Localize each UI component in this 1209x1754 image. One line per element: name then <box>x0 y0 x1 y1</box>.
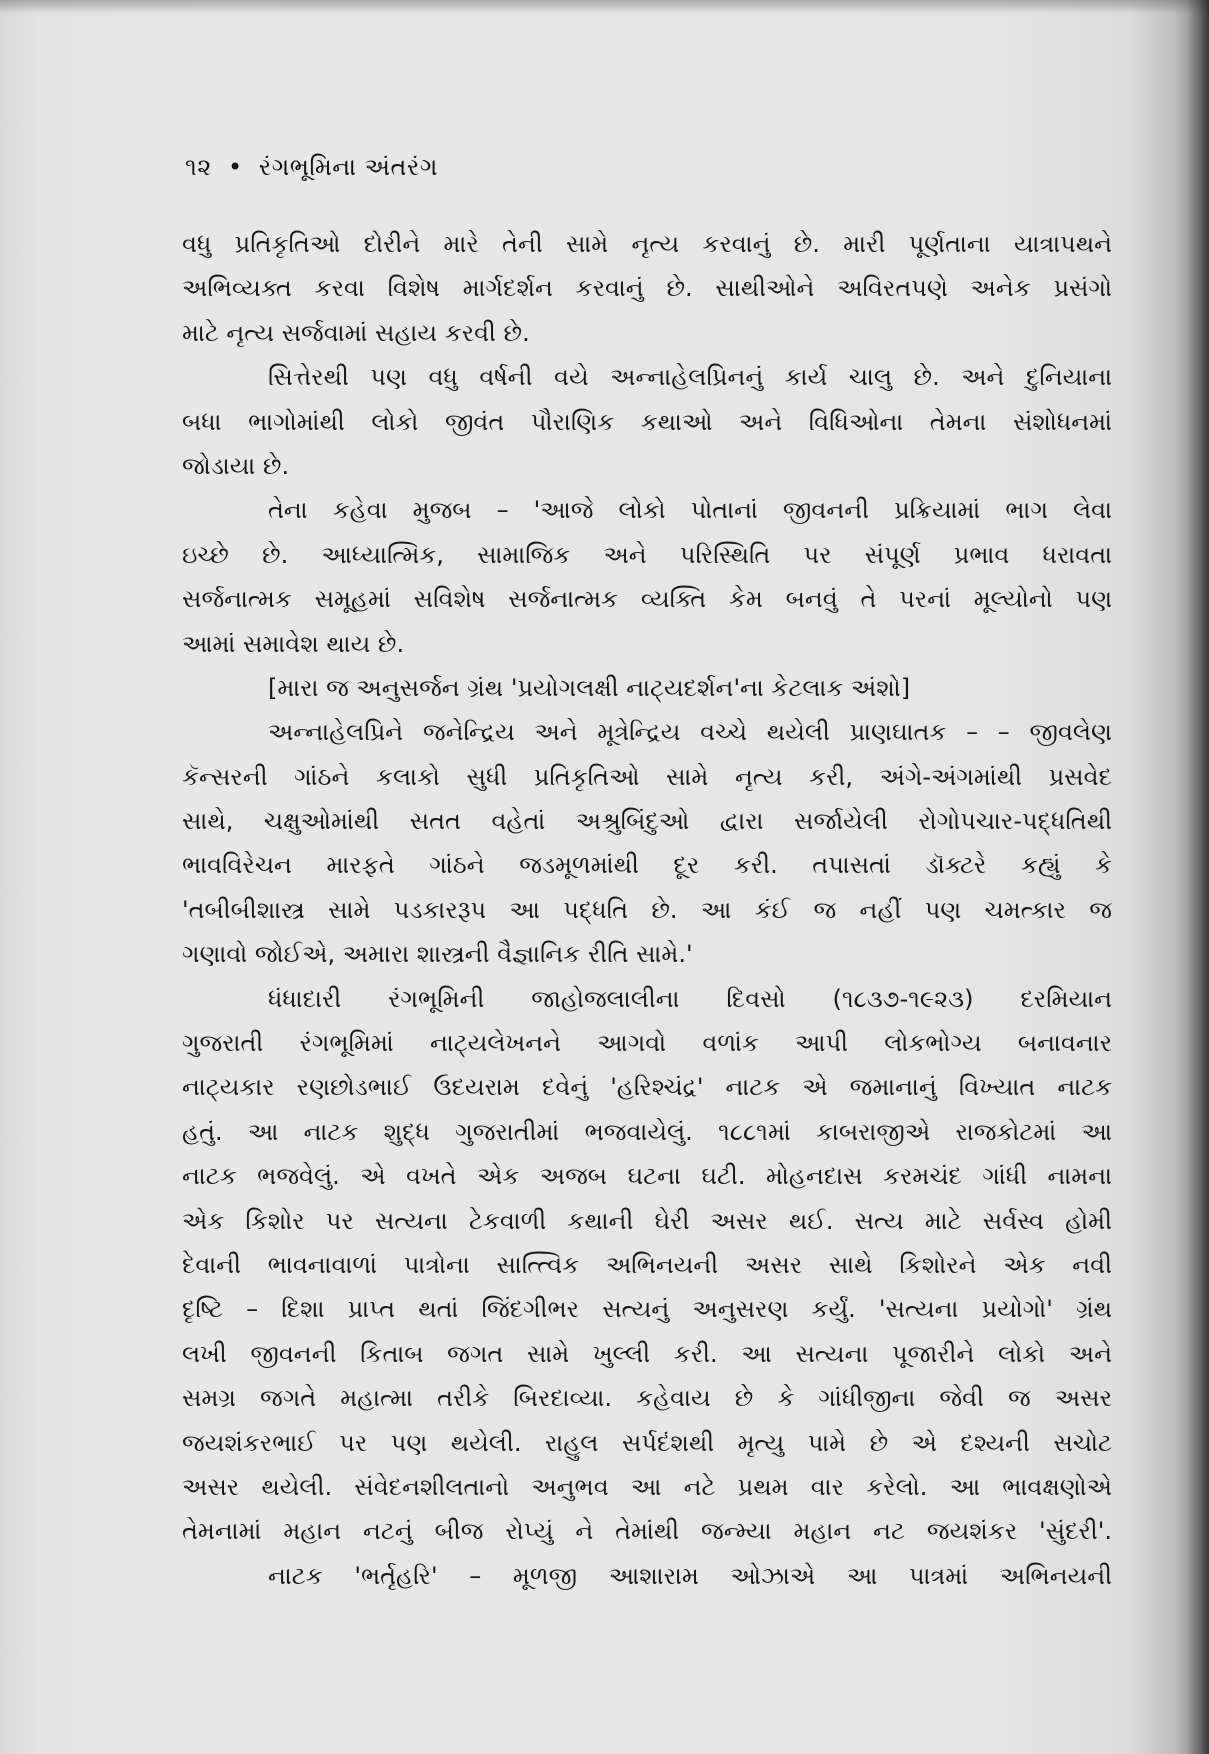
text-line: સિત્તેરથી પણ વધુ વર્ષની વયે અન્નાહેલપ્રિનનું કાર્ય ચાલુ છે. અને દુનિયાના <box>268 363 1112 392</box>
page-top-shadow <box>0 0 1209 14</box>
text-line: બધા ભાગોમાંથી લોકો જીવંત પૌરાણિક કથાઓ અને વિધિઓના તેમના સંશોધનમાં <box>182 407 1112 436</box>
text-line: સર્જનાત્મક સમૂહમાં સવિશેષ સર્જનાત્મક વ્યક્તિ કેમ બનવું તે પરનાં મૂલ્યોનો પણ <box>182 585 1112 614</box>
page-number: ૧૨ <box>185 153 212 181</box>
text-line: કૅન્સરની ગાંઠને કલાકો સુધી પ્રતિકૃતિઓ સામે નૃત્ય કરી, અંગે-અંગમાંથી પ્રસવેદ <box>182 762 1112 791</box>
text-line: તેના કહેવા મુજબ – 'આજે લોકો પોતાનાં જીવનની પ્રક્રિયામાં ભાગ લેવા <box>268 496 1112 525</box>
text-line: અસર થયેલી. સંવેદનશીલતાનો અનુભવ આ નટે પ્રથમ વાર કરેલો. આ ભાવક્ષણોએ <box>182 1472 1112 1501</box>
text-line: ગુજરાતી રંગભૂમિમાં નાટ્યલેખનને આગવો વળાંક આપી લોકભોગ્ય બનાવનાર <box>182 1029 1112 1058</box>
header-separator: • <box>228 153 243 181</box>
text-line: નાટક ભજવેલું. એ વખતે એક અજબ ઘટના ઘટી. મોહનદાસ કરમચંદ ગાંધી નામના <box>182 1162 1112 1191</box>
text-line: અન્નાહેલપ્રિને જનેન્દ્રિય અને મૂત્રેન્દ્રિય વચ્ચે થયેલી પ્રાણઘાતક – – જીવલેણ <box>268 718 1112 747</box>
text-line: દૃષ્ટિ – દિશા પ્રાપ્ત થતાં જિંદગીભર સત્યનું અનુસરણ કર્યું. 'સત્યના પ્રયોગો' ગ્રંથ <box>182 1295 1112 1324</box>
text-line: ગણાવો જોઈએ, અમારા શાસ્ત્રની વૈજ્ઞાનિક રીતિ સામે.' <box>182 940 693 969</box>
text-line: ભાવવિરેચન મારફતે ગાંઠને જડમૂળમાંથી દૂર કરી. તપાસતાં ડૉક્ટરે કહ્યું કે <box>182 851 1112 880</box>
text-line: આમાં સમાવેશ થાય છે. <box>182 629 405 658</box>
text-line: માટે નૃત્ય સર્જવામાં સહાય કરવી છે. <box>182 318 530 347</box>
text-line: 'તબીબીશાસ્ત્ર સામે પડકારરૂપ આ પદ્ધતિ છે. આ કંઈ જ નહીં પણ ચમત્કાર જ <box>182 895 1112 924</box>
running-head <box>185 153 438 181</box>
page-binding-edge <box>1187 0 1209 1754</box>
text-line: વધુ પ્રતિકૃતિઓ દોરીને મારે તેની સામે નૃત્ય કરવાનું છે. મારી પૂર્ણતાના યાત્રાપથને <box>182 230 1112 258</box>
text-line: તેમનામાં મહાન નટનું બીજ રોપ્યું ને તેમાંથી જન્મ્યા મહાન નટ જયશંકર 'સુંદરી'. <box>182 1517 1112 1546</box>
text-line: દેવાની ભાવનાવાળાં પાત્રોના સાત્ત્વિક અભિનયની અસર સાથે કિશોરને એક નવી <box>182 1250 1112 1279</box>
text-line: સાથે, ચક્ષુઓમાંથી સતત વહેતાં અશ્રુબિંદુઓ દ્વારા સર્જાયેલી રોગોપચાર-પદ્ધતિથી <box>182 807 1112 836</box>
text-line: જોડાયા છે. <box>182 451 290 480</box>
text-line: જયશંકરભાઈ પર પણ થયેલી. રાહુલ સર્પદંશથી મૃત્યુ પામે છે એ દશ્યની સચોટ <box>182 1428 1112 1457</box>
text-line: લખી જીવનની કિતાબ જગત સામે ખુલ્લી કરી. આ સત્યના પૂજારીને લોકો અને <box>182 1339 1112 1368</box>
text-line: સમગ્ર જગતે મહાત્મા તરીકે બિરદાવ્યા. કહેવાય છે કે ગાંધીજીના જેવી જ અસર <box>182 1384 1112 1413</box>
text-line: નાટ્યકાર રણછોડભાઈ ઉદયરામ દવેનું 'હરિશ્ચંદ્ર' નાટક એ જમાનાનું વિખ્યાત નાટક <box>182 1073 1112 1102</box>
text-line: હતું. આ નાટક શુદ્ધ ગુજરાતીમાં ભજવાયેલું. ૧૮૮૧માં કાબરાજીએ રાજકોટમાં આ <box>182 1117 1112 1146</box>
book-title: રંગભૂમિના અંતરંગ <box>258 153 438 181</box>
text-line: અભિવ્યક્ત કરવા વિશેષ માર્ગદર્શન કરવાનું છે. સાથીઓને અવિરતપણે અનેક પ્રસંગો <box>182 274 1112 303</box>
text-line: ધંધાદારી રંગભૂમિની જાહોજલાલીના દિવસો (૧૮૩૭-૧૯૨૩) દરમિયાન <box>268 984 1112 1013</box>
body-text <box>182 222 1112 1598</box>
text-line: નાટક 'ભર્તૃહરિ' – મૂળજી આશારામ ઓઝાએ આ પાત્રમાં અભિનયની <box>268 1561 1112 1590</box>
text-line: એક કિશોર પર સત્યના ટેકવાળી કથાની ઘેરી અસર થઈ. સત્ય માટે સર્વસ્વ હોમી <box>182 1206 1112 1235</box>
text-line: ઇચ્છે છે. આધ્યાત્મિક, સામાજિક અને પરિસ્થિતિ પર સંપૂર્ણ પ્રભાવ ધરાવતા <box>182 540 1112 569</box>
text-line: [મારા જ અનુસર્જન ગ્રંથ 'પ્રયોગલક્ષી નાટ્યદર્શન'ના કેટલાક અંશો] <box>268 673 911 702</box>
